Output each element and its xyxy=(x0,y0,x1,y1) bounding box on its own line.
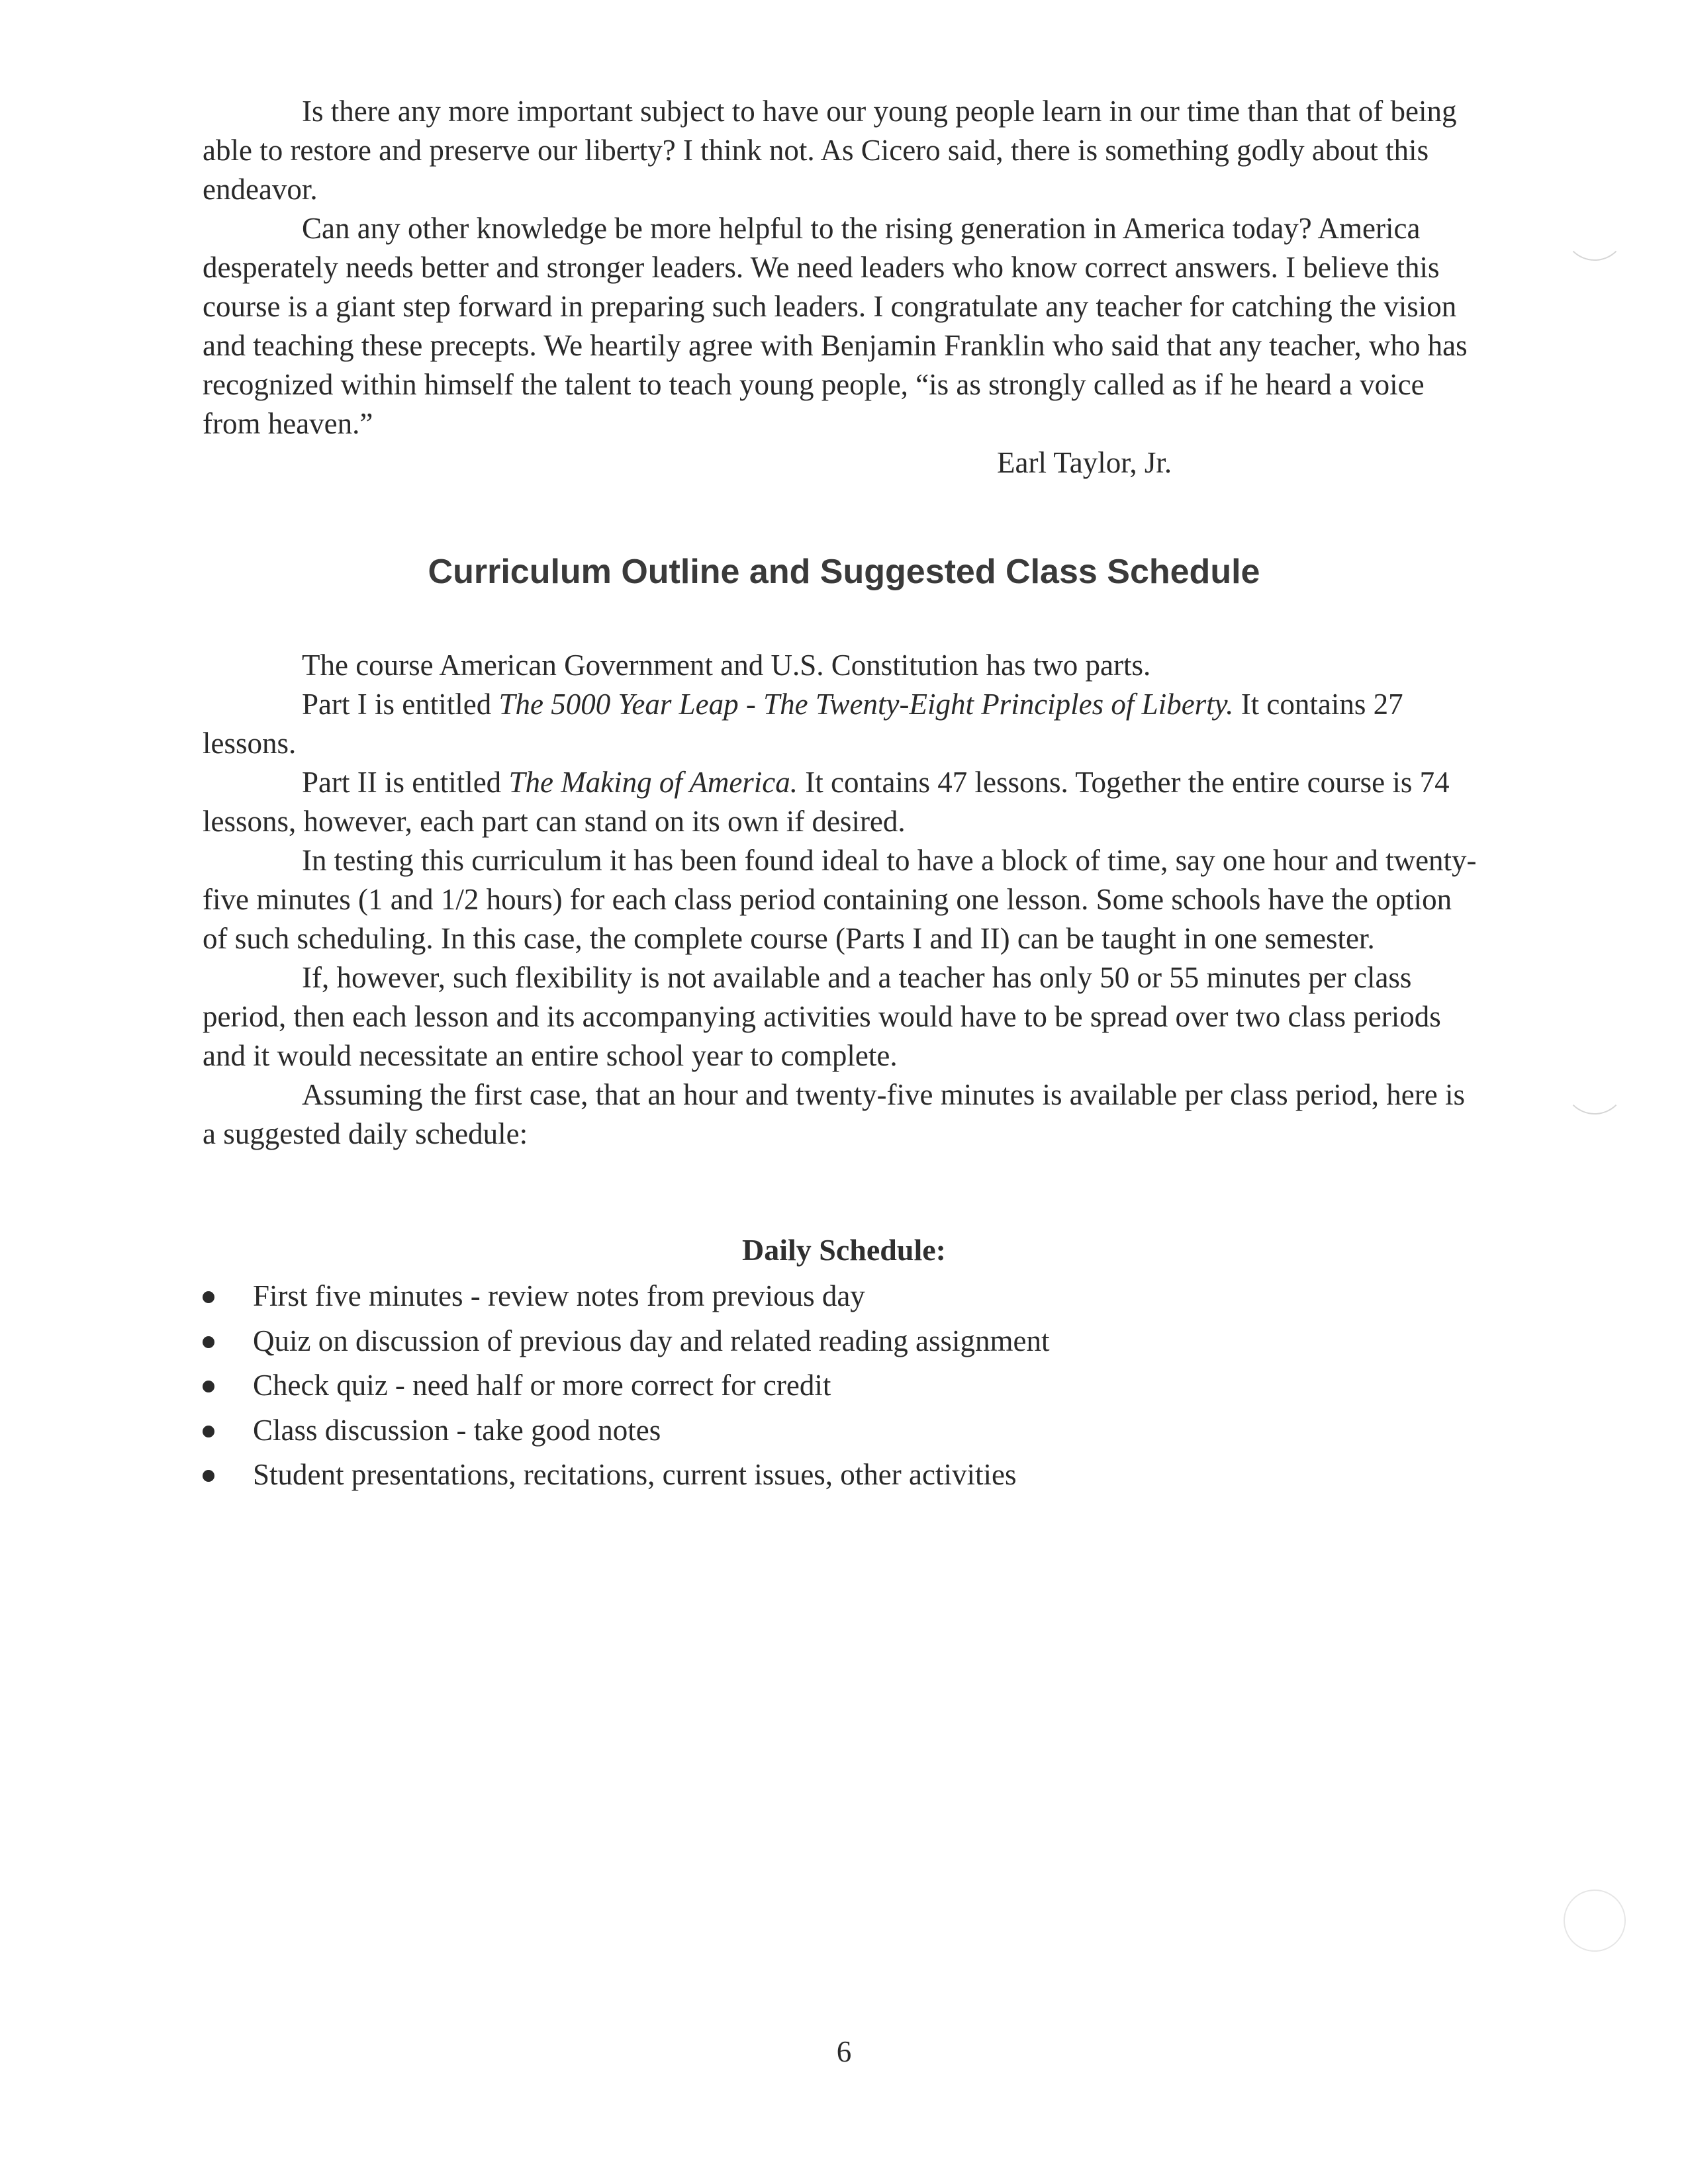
daily-schedule-list xyxy=(203,1274,1460,1498)
section-heading: Curriculum Outline and Suggested Class Schedule xyxy=(428,553,1260,591)
intro-paragraph: Is there any more important subject to have our young people learn in our time than that of being able to restore and preserve our liberty? I think not. As Cicero said, there is something godly about this endeavor. xyxy=(203,95,1457,206)
binder-hole-mark xyxy=(1564,1052,1626,1115)
outline-paragraph-part-two xyxy=(203,763,1480,841)
part-two-intro-text: Part II is entitled xyxy=(302,766,509,799)
schedule-item-text: First five minutes - review notes from previous day xyxy=(253,1279,865,1312)
outline-paragraph-part-one xyxy=(203,685,1480,763)
bullet-icon xyxy=(203,1426,214,1437)
schedule-item xyxy=(203,1453,1460,1498)
binder-hole-mark xyxy=(1564,1889,1626,1952)
outline-paragraph: The course American Government and U.S. Constitution has two parts. xyxy=(302,649,1151,682)
schedule-item-text: Check quiz - need half or more correct for credit xyxy=(253,1369,831,1402)
curriculum-outline xyxy=(203,646,1480,1154)
schedule-item xyxy=(203,1363,1460,1408)
schedule-item-text: Student presentations, recitations, current issues, other activities xyxy=(253,1458,1017,1491)
outline-paragraph: In testing this curriculum it has been found ideal to have a block of time, say one hour and twenty-five minutes (1 and 1/2 hours) for each class period containing one lesson. Some schools have the option of such scheduling. In this case, the complete course (Parts I and II) can be taught in one semester. xyxy=(203,844,1477,955)
intro-section xyxy=(203,92,1480,482)
bullet-icon xyxy=(203,1336,214,1348)
part-one-title: The 5000 Year Leap - The Twenty-Eight Principles of Liberty. xyxy=(498,688,1234,721)
schedule-item-text: Class discussion - take good notes xyxy=(253,1413,661,1447)
part-two-title: The Making of America. xyxy=(508,766,798,799)
outline-paragraph: If, however, such flexibility is not available and a teacher has only 50 or 55 minutes per class period, then each lesson and its accompanying activities would have to be spread over two class periods and it would necessitate an entire school year to complete. xyxy=(203,961,1441,1072)
author-signature: Earl Taylor, Jr. xyxy=(997,446,1172,479)
outline-paragraph: Assuming the first case, that an hour and twenty-five minutes is available per class period, here is a suggested daily schedule: xyxy=(203,1078,1465,1150)
bullet-icon xyxy=(203,1470,214,1482)
schedule-item xyxy=(203,1274,1460,1319)
binder-hole-mark xyxy=(1564,199,1626,261)
schedule-item xyxy=(203,1408,1460,1453)
intro-paragraph: Can any other knowledge be more helpful to the rising generation in America today? America desperately needs better and stronger leaders. We need leaders who know correct answers. I believe this course is a giant step forward in preparing such leaders. I congratulate any teacher for catching the vision and teaching these precepts. We heartily agree with Benjamin Franklin who said that any teacher, who has recognized within himself the talent to teach young people, “is as strongly called as if he heard a voice from heaven.” xyxy=(203,212,1468,440)
part-two-lesson-count: It contains 47 lessons. Together the entire course is 74 lessons, however, each part can stand on its own if desired. xyxy=(203,766,1450,838)
part-one-intro-text: Part I is entitled xyxy=(302,688,499,721)
page-number: 6 xyxy=(836,2035,852,2068)
schedule-item xyxy=(203,1319,1460,1364)
bullet-icon xyxy=(203,1381,214,1392)
daily-schedule-heading: Daily Schedule: xyxy=(742,1233,946,1267)
bullet-icon xyxy=(203,1291,214,1303)
schedule-item-text: Quiz on discussion of previous day and related reading assignment xyxy=(253,1324,1050,1357)
part-one-lesson-count: It contains 27 lessons. xyxy=(203,688,1403,760)
